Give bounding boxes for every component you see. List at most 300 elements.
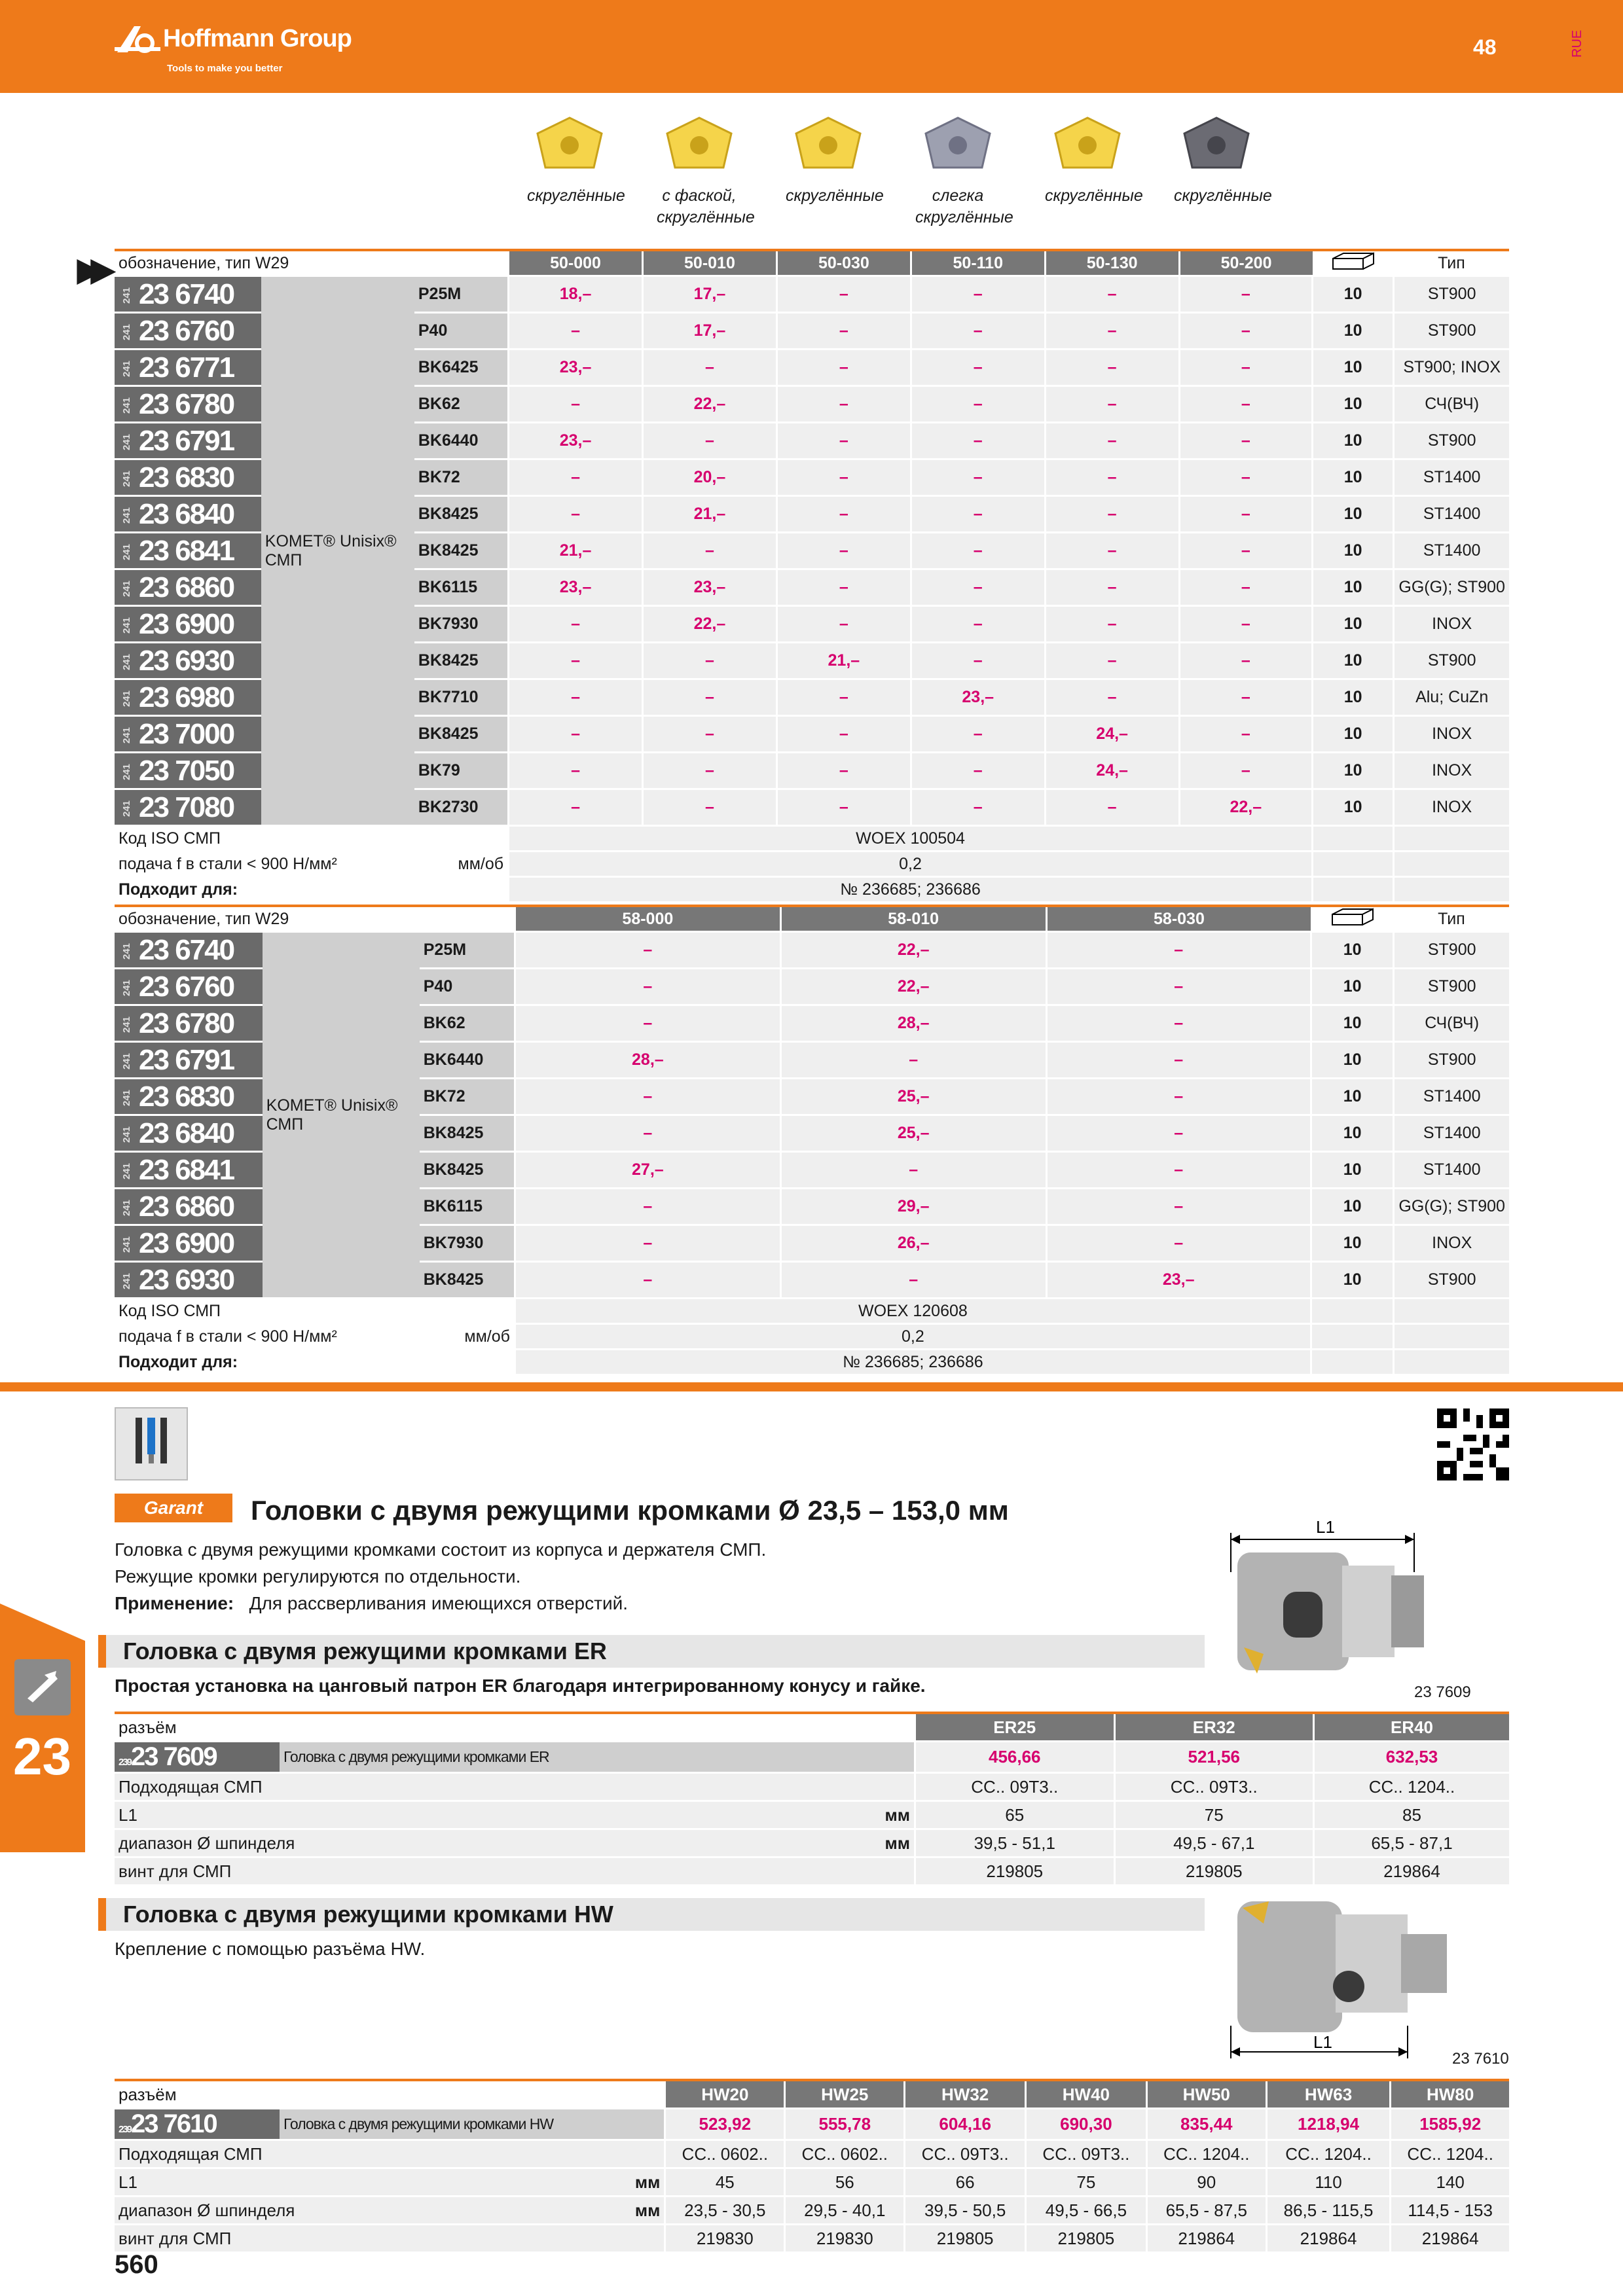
type-cell: ST900 (1394, 423, 1509, 459)
article-number (115, 969, 263, 1005)
spec-value: 45 (665, 2168, 785, 2197)
spec-value: 75 (1114, 1801, 1314, 1829)
footer-empty (1394, 1324, 1509, 1350)
insert-shape-icon (663, 115, 735, 174)
price-cell: – (1179, 423, 1312, 459)
article-code: 23 6771 (139, 351, 234, 384)
type-cell: INOX (1394, 1225, 1509, 1262)
price-cell: 22,– (1179, 789, 1312, 826)
article-code: 23 6791 (139, 1043, 234, 1076)
price-cell: – (1046, 1005, 1311, 1042)
column-header: ER40 (1314, 1713, 1510, 1742)
type-cell: INOX (1394, 753, 1509, 789)
spec-row (115, 1829, 1509, 1857)
price-cell: 521,56 (1114, 1742, 1314, 1773)
price-cell: – (509, 643, 643, 679)
spec-label-text: диапазон Ø шпинделя (119, 2200, 295, 2220)
column-header: HW32 (905, 2080, 1026, 2109)
pack-qty: 10 (1311, 1115, 1394, 1152)
spec-value: CC.. 0602.. (665, 2140, 785, 2168)
price-cell: 21,– (509, 533, 643, 569)
insert-label: скруглённые (1045, 187, 1143, 205)
article-prefix: 241 (121, 1090, 133, 1107)
price-cell: – (1179, 679, 1312, 716)
insert-table-1 (115, 249, 1509, 903)
price-cell: – (911, 753, 1045, 789)
price-cell: – (1046, 1152, 1311, 1189)
column-header: ER32 (1114, 1713, 1314, 1742)
footer-empty (1394, 1299, 1509, 1324)
type-cell: ST1400 (1394, 496, 1509, 533)
double-arrow-icon: ▶▶ (77, 253, 105, 287)
type-cell: GG(G); ST900 (1394, 569, 1509, 606)
type-cell: GG(G); ST900 (1394, 1189, 1509, 1225)
article-code: 23 7610 (131, 2109, 217, 2138)
connection-label: разъём (115, 2080, 665, 2109)
grade: BK6115 (420, 1189, 515, 1225)
pack-qty: 10 (1311, 1262, 1394, 1299)
column-header: HW80 (1391, 2080, 1509, 2109)
price-cell: 632,53 (1314, 1742, 1510, 1773)
type-cell: ST1400 (1394, 459, 1509, 496)
article-number (115, 1115, 263, 1152)
header-row (115, 1713, 1509, 1742)
spec-value: CC.. 1204.. (1314, 1773, 1510, 1801)
qr-code-icon[interactable] (1437, 1408, 1509, 1480)
spec-value: 86,5 - 115,5 (1266, 2197, 1391, 2225)
spec-value: 219864 (1314, 1857, 1510, 1886)
chapter-icon (14, 1659, 71, 1715)
price-cell: – (776, 533, 911, 569)
pack-qty: 10 (1313, 423, 1394, 459)
article-code: 23 6760 (139, 314, 234, 347)
article-description: Головка с двумя режущими кромками HW (280, 2109, 665, 2140)
spec-value: CC.. 09T3.. (1026, 2140, 1147, 2168)
boring-icon (115, 1407, 188, 1480)
grade: BK72 (420, 1079, 515, 1115)
spec-value: 219805 (915, 1857, 1115, 1886)
price-cell: – (911, 459, 1045, 496)
spec-value: CC.. 0602.. (785, 2140, 905, 2168)
article-prefix: 241 (121, 324, 133, 341)
type-cell: ST1400 (1394, 1079, 1509, 1115)
footer-empty (1394, 852, 1509, 877)
price-cell: 29,– (780, 1189, 1046, 1225)
spec-value: 65,5 - 87,5 (1146, 2197, 1266, 2225)
column-header: 50-010 (642, 250, 776, 276)
footer-label (115, 1324, 515, 1350)
price-cell: – (776, 569, 911, 606)
price-cell: – (911, 606, 1045, 643)
article-prefix: 241 (121, 764, 133, 781)
price-cell: – (776, 679, 911, 716)
footer-label (115, 1299, 515, 1324)
spec-label (115, 1801, 915, 1829)
spec-value: 65 (915, 1801, 1115, 1829)
pack-qty: 10 (1311, 1189, 1394, 1225)
footer-label-text: Код ISO СМП (119, 829, 221, 848)
spec-value: 114,5 - 153 (1391, 2197, 1509, 2225)
price-cell: 22,– (642, 386, 776, 423)
price-cell: – (509, 679, 643, 716)
spec-value: 29,5 - 40,1 (785, 2197, 905, 2225)
er-subheading: Головка с двумя режущими кромками ER (98, 1635, 1205, 1668)
price-cell: – (1045, 569, 1179, 606)
article-prefix: 241 (121, 507, 133, 524)
price-cell: 28,– (515, 1042, 780, 1079)
grade: P25M (414, 276, 509, 313)
package-icon (1330, 908, 1376, 926)
column-header: HW40 (1026, 2080, 1147, 2109)
spec-value: CC.. 1204.. (1266, 2140, 1391, 2168)
grade: P25M (420, 932, 515, 969)
spec-label-text: винт для СМП (119, 2228, 232, 2248)
pack-qty: 10 (1311, 969, 1394, 1005)
price-cell: – (1046, 932, 1311, 969)
price-cell: – (1045, 350, 1179, 386)
footer-value: № 236685; 236686 (515, 1350, 1311, 1375)
footer-empty (1311, 1299, 1394, 1324)
price-cell: – (911, 643, 1045, 679)
price-cell: – (642, 643, 776, 679)
article-code: 23 6930 (139, 644, 234, 677)
footer-label (115, 1350, 515, 1375)
grade: BK8425 (414, 496, 509, 533)
footer-label (115, 877, 509, 903)
er-image-caption: 23 7609 (1414, 1683, 1471, 1701)
footer-empty (1313, 826, 1394, 852)
type-cell: ST900 (1394, 643, 1509, 679)
price-cell: – (515, 932, 780, 969)
table-title: обозначение, тип W29 (115, 906, 515, 932)
price-cell: – (1045, 643, 1179, 679)
spec-row (115, 2140, 1509, 2168)
footer-empty (1394, 1350, 1509, 1375)
spec-value: 110 (1266, 2168, 1391, 2197)
price-cell: – (1179, 716, 1312, 753)
brand-name: Hoffmann Group (163, 25, 352, 52)
footer-row (115, 877, 1509, 903)
price-cell: – (1179, 753, 1312, 789)
price-cell: 523,92 (665, 2109, 785, 2140)
column-header: HW20 (665, 2080, 785, 2109)
column-header: 58-000 (515, 906, 780, 932)
article-prefix: 241 (121, 943, 133, 960)
section-intro-1: Головка с двумя режущими кромками состоит из корпуса и держателя СМП. (115, 1539, 767, 1560)
article-prefix: 241 (121, 434, 133, 451)
article-number (115, 276, 261, 313)
footer-label-text: подача f в стали < 900 Н/мм² (119, 1327, 337, 1346)
article-code: 23 6830 (139, 1080, 234, 1113)
type-cell: ST1400 (1394, 1152, 1509, 1189)
insert-table-2 (115, 905, 1509, 1376)
spec-row (115, 1801, 1509, 1829)
section-title: Головки с двумя режущими кромками Ø 23,5 – 153,0 мм (251, 1495, 1009, 1526)
spec-row (115, 2225, 1509, 2253)
article-code: 23 6841 (139, 534, 234, 567)
type-header: Тип (1394, 250, 1509, 276)
article-prefix: 241 (121, 800, 133, 817)
article-prefix: 241 (121, 654, 133, 671)
pack-qty: 10 (1311, 1042, 1394, 1079)
column-header: 50-000 (509, 250, 643, 276)
price-cell: – (1045, 789, 1179, 826)
article-prefix: 239 (119, 1757, 132, 1768)
price-cell: – (780, 1262, 1046, 1299)
price-cell: 24,– (1045, 753, 1179, 789)
price-cell: – (911, 276, 1045, 313)
price-cell: 604,16 (905, 2109, 1026, 2140)
table-row (115, 276, 1509, 313)
connection-label: разъём (115, 1713, 915, 1742)
grade: BK8425 (420, 1115, 515, 1152)
hw-image-caption: 23 7610 (1452, 2050, 1509, 2068)
spec-value: 39,5 - 51,1 (915, 1829, 1115, 1857)
pack-qty: 10 (1313, 716, 1394, 753)
price-cell: – (776, 496, 911, 533)
footer-value: WOEX 100504 (509, 826, 1313, 852)
price-cell: – (780, 1042, 1046, 1079)
price-cell: – (911, 789, 1045, 826)
pack-qty: 10 (1311, 1005, 1394, 1042)
svg-text:L1: L1 (1316, 1520, 1335, 1537)
spec-value: CC.. 1204.. (1146, 2140, 1266, 2168)
type-cell: ST900 (1394, 1042, 1509, 1079)
grade: BK6440 (414, 423, 509, 459)
article-prefix: 241 (121, 980, 133, 997)
price-cell: 23,– (509, 569, 643, 606)
article-prefix: 241 (121, 1163, 133, 1180)
price-cell: – (1046, 1189, 1311, 1225)
price-cell: – (1179, 533, 1312, 569)
spec-value: CC.. 09T3.. (915, 1773, 1115, 1801)
article-number (115, 459, 261, 496)
price-cell: 21,– (776, 643, 911, 679)
price-cell: – (1179, 459, 1312, 496)
pack-qty: 10 (1311, 1225, 1394, 1262)
spec-row (115, 2168, 1509, 2197)
spec-value: 219864 (1391, 2225, 1509, 2253)
grade: BK8425 (420, 1152, 515, 1189)
price-cell: 27,– (515, 1152, 780, 1189)
insert-shape-icon (1051, 115, 1123, 174)
article-prefix: 241 (121, 617, 133, 634)
price-cell: – (1179, 496, 1312, 533)
grade: P40 (414, 313, 509, 350)
spec-value: 90 (1146, 2168, 1266, 2197)
chapter-number: 23 (13, 1727, 71, 1785)
footer-value: № 236685; 236686 (509, 877, 1313, 903)
article-code: 23 6930 (139, 1263, 234, 1296)
footer-empty (1311, 1350, 1394, 1375)
price-cell: – (642, 679, 776, 716)
footer-label (115, 852, 509, 877)
price-cell: – (1045, 496, 1179, 533)
grade: BK8425 (420, 1262, 515, 1299)
price-cell: 22,– (780, 969, 1046, 1005)
er-head-image (1224, 1520, 1512, 1690)
type-cell: ST900; INOX (1394, 350, 1509, 386)
grade: BK7930 (414, 606, 509, 643)
spec-unit: мм (884, 1804, 910, 1825)
price-cell: – (1045, 459, 1179, 496)
spec-row (115, 1773, 1509, 1801)
price-cell: 23,– (509, 350, 643, 386)
type-cell: INOX (1394, 716, 1509, 753)
section-intro-2: Режущие кромки регулируются по отдельности. (115, 1566, 521, 1587)
price-cell: – (911, 313, 1045, 350)
price-cell: – (1046, 969, 1311, 1005)
spec-row (115, 1857, 1509, 1886)
type-cell: ST900 (1394, 969, 1509, 1005)
footer-row (115, 1324, 1509, 1350)
price-cell: – (1045, 533, 1179, 569)
grade: BK7710 (414, 679, 509, 716)
spec-label-text: Подходящая СМП (119, 1776, 263, 1797)
price-cell: 555,78 (785, 2109, 905, 2140)
spec-label-text: Подходящая СМП (119, 2144, 263, 2164)
column-header: 50-110 (911, 250, 1045, 276)
type-cell: ST1400 (1394, 533, 1509, 569)
spec-label (115, 2168, 665, 2197)
insert-label: скруглённые (527, 187, 625, 205)
price-cell: 22,– (780, 932, 1046, 969)
price-cell: – (1045, 313, 1179, 350)
footer-row (115, 826, 1509, 852)
footer-empty (1394, 826, 1509, 852)
price-cell: – (911, 533, 1045, 569)
price-cell: – (642, 753, 776, 789)
article-code: 23 6830 (139, 461, 234, 493)
column-header: 50-130 (1045, 250, 1179, 276)
pack-qty: 10 (1313, 643, 1394, 679)
price-cell: – (776, 423, 911, 459)
article-number (115, 1005, 263, 1042)
insert-label: слегка скруглённые (915, 187, 1013, 226)
spec-value: 75 (1026, 2168, 1147, 2197)
price-cell: – (1179, 276, 1312, 313)
insert-shape-icon (792, 115, 864, 174)
footer-empty (1313, 877, 1394, 903)
grade: BK2730 (414, 789, 509, 826)
spec-value: CC.. 09T3.. (905, 2140, 1026, 2168)
pack-qty: 10 (1313, 789, 1394, 826)
price-cell: – (515, 1262, 780, 1299)
price-cell: – (509, 753, 643, 789)
article-number (115, 753, 261, 789)
price-cell: 1585,92 (1391, 2109, 1509, 2140)
type-cell: ST1400 (1394, 1115, 1509, 1152)
price-cell: – (1045, 386, 1179, 423)
price-cell: – (642, 350, 776, 386)
article-prefix: 241 (121, 361, 133, 378)
price-cell: – (1046, 1225, 1311, 1262)
article-prefix: 241 (121, 581, 133, 598)
article-number (115, 496, 261, 533)
grade: BK6115 (414, 569, 509, 606)
footer-row (115, 1350, 1509, 1375)
spec-value: 219864 (1146, 2225, 1266, 2253)
price-cell: – (911, 350, 1045, 386)
price-cell: – (1046, 1079, 1311, 1115)
package-icon (1330, 252, 1376, 270)
footer-label (115, 826, 509, 852)
price-cell: – (1045, 423, 1179, 459)
table-row (115, 932, 1509, 969)
grade: BK8425 (414, 533, 509, 569)
article-code: 23 6900 (139, 607, 234, 640)
spec-value: 219805 (905, 2225, 1026, 2253)
pack-qty: 10 (1313, 386, 1394, 423)
page-number-bottom: 560 (115, 2250, 158, 2279)
pack-qty: 10 (1313, 569, 1394, 606)
price-cell: 22,– (642, 606, 776, 643)
price-cell: – (515, 1005, 780, 1042)
garant-logo: Garant (115, 1494, 232, 1522)
insert-label: скруглённые (786, 187, 884, 205)
spec-value: 219830 (785, 2225, 905, 2253)
hoffmann-logo-icon (115, 24, 160, 55)
grade: BK7930 (420, 1225, 515, 1262)
article-number (115, 569, 261, 606)
type-cell: Alu; CuZn (1394, 679, 1509, 716)
grade: BK72 (414, 459, 509, 496)
price-cell: – (1179, 313, 1312, 350)
article-number (115, 606, 261, 643)
hw-subtitle: Крепление с помощью разъёма HW. (115, 1939, 426, 1959)
section-application: Применение: Для рассверливания имеющихся отверстий. (115, 1593, 629, 1613)
price-cell: 17,– (642, 276, 776, 313)
price-cell: – (642, 789, 776, 826)
spec-label (115, 1829, 915, 1857)
spec-value: 219805 (1114, 1857, 1314, 1886)
article-number (115, 423, 261, 459)
type-header: Тип (1394, 906, 1509, 932)
article-prefix: 241 (121, 1053, 133, 1070)
price-cell: – (509, 789, 643, 826)
price-cell: 25,– (780, 1115, 1046, 1152)
price-cell: – (509, 716, 643, 753)
pack-qty: 10 (1311, 1079, 1394, 1115)
article-prefix: 241 (121, 1236, 133, 1253)
pack-qty: 10 (1313, 753, 1394, 789)
article-code: 23 6860 (139, 1190, 234, 1223)
price-cell: 20,– (642, 459, 776, 496)
price-cell: – (1045, 606, 1179, 643)
spec-label (115, 1773, 915, 1801)
footer-label-text: Подходит для: (119, 880, 238, 899)
pack-qty: 10 (1313, 533, 1394, 569)
spec-unit: мм (634, 2172, 661, 2192)
grade: BK6425 (414, 350, 509, 386)
article-prefix: 241 (121, 471, 133, 488)
price-cell: – (509, 386, 643, 423)
type-cell: ST900 (1394, 313, 1509, 350)
price-cell: – (911, 496, 1045, 533)
pack-qty: 10 (1313, 606, 1394, 643)
price-cell: – (911, 386, 1045, 423)
price-row (115, 1742, 1509, 1773)
article-number (115, 1042, 263, 1079)
spec-unit: мм (634, 2200, 661, 2220)
spec-label (115, 2140, 665, 2168)
footer-label-text: Код ISO СМП (119, 1301, 221, 1320)
spec-value: CC.. 1204.. (1391, 2140, 1509, 2168)
footer-empty (1311, 1324, 1394, 1350)
price-cell: – (776, 313, 911, 350)
pack-qty: 10 (1313, 459, 1394, 496)
footer-empty (1313, 852, 1394, 877)
